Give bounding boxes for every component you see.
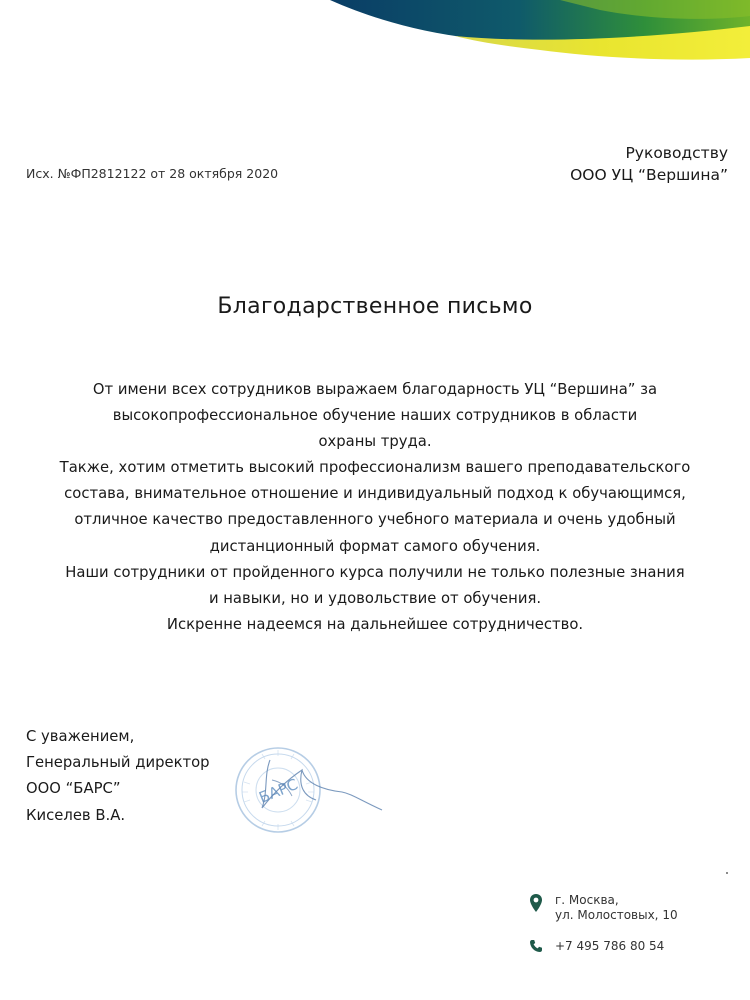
header-swoosh-graphic [0,0,750,80]
body-line: дистанционный формат самого обучения. [209,537,541,555]
letter-body [20,377,730,638]
body-line: высокопрофессиональное обучение наших сотрудников в области [112,407,638,425]
decorative-dot [726,872,728,874]
signature-line: ООО “БАРС” [26,780,121,798]
body-line: и навыки, но и удовольствие от обучения. [208,589,542,607]
location-pin-icon [529,893,543,913]
phone-icon [529,939,543,953]
company-seal-stamp [232,730,392,850]
body-line: От имени всех сотрудников выражаем благодарность УЦ “Вершина” за [92,381,658,398]
body-line: состава, внимательное отношение и индивидуальный подход к обучающимся, [64,485,686,503]
recipient-line: Руководству [625,144,728,162]
address-line: ул. Молостовых, 10 [555,908,678,922]
seal-text: БАРС [256,775,301,807]
body-line: отличное качество предоставленного учебного материала и очень удобный [74,511,676,529]
recipient-block [570,142,728,186]
body-line: Наши сотрудники от пройденного курса получили не только полезные знания [65,563,685,581]
signature-line: С уважением, [26,728,135,745]
signature-line: Генеральный директор [26,754,210,772]
phone-row [529,939,678,953]
address-line: г. Москва, [555,893,619,907]
letter-title: Благодарственное письмо [217,294,533,319]
address-row [529,893,678,923]
signature-line: Киселев В.А. [26,806,126,824]
recipient-line: ООО УЦ “Вершина” [570,166,728,184]
contact-info [529,893,678,953]
signature-block [26,724,210,829]
body-line: Также, хотим отметить высокий профессионализм вашего преподавательского [59,459,691,477]
body-line: Искренне надеемся на дальнейшее сотрудничество. [166,615,584,633]
phone-number: +7 495 786 80 54 [555,939,665,953]
body-line: охраны труда. [318,433,432,451]
outgoing-reference-number: Исх. №ФП2812122 от 28 октября 2020 [26,166,279,181]
